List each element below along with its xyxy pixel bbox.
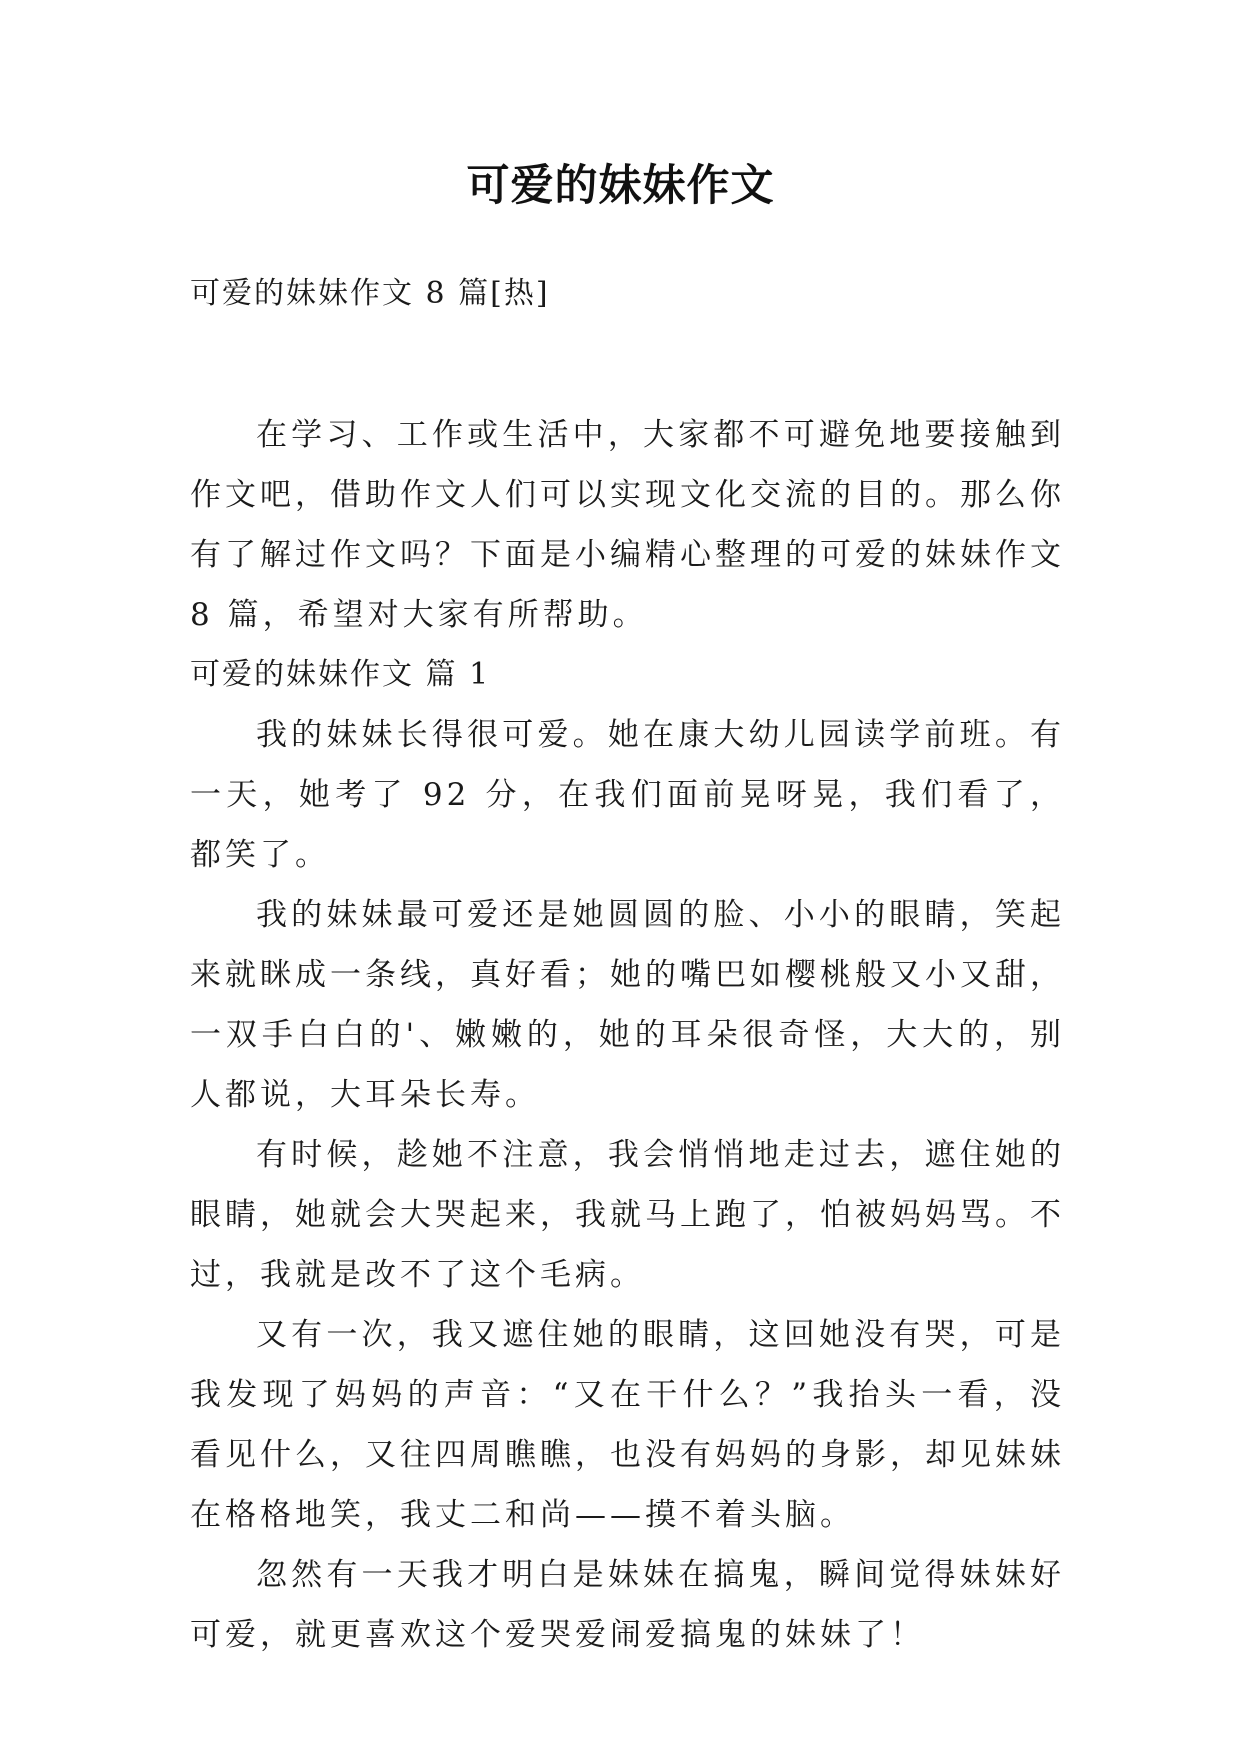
document-subtitle: 可爱的妹妹作文 8 篇[热] — [190, 276, 550, 311]
body-paragraph: 有时候，趁她不注意，我会悄悄地走过去，遮住她的眼睛，她就会大哭起来，我就马上跑了，怕被妈妈骂。不过，我就是改不了这个毛病。 — [190, 1137, 1065, 1293]
body-paragraph: 我的妹妹长得很可爱。她在康大幼儿园读学前班。有一天，她考了 92 分，在我们面前晃呀晃，我们看了，都笑了。 — [190, 717, 1065, 873]
document-body — [190, 405, 1065, 1665]
section-heading: 可爱的妹妹作文 篇 1 — [190, 657, 491, 692]
body-paragraph: 我的妹妹最可爱还是她圆圆的脸、小小的眼睛，笑起来就眯成一条线，真好看；她的嘴巴如樱桃般又小又甜，一双手白白的'、嫩嫩的，她的耳朵很奇怪，大大的，别人都说，大耳朵长寿。 — [190, 897, 1065, 1113]
body-paragraph: 忽然有一天我才明白是妹妹在搞鬼，瞬间觉得妹妹好可爱，就更喜欢这个爱哭爱闹爱搞鬼的妹妹了！ — [190, 1557, 1065, 1653]
body-paragraph: 又有一次，我又遮住她的眼睛，这回她没有哭，可是我发现了妈妈的声音：“又在干什么？”我抬头一看，没看见什么，又往四周瞧瞧，也没有妈妈的身影，却见妹妹在格格地笑，我丈二和尚——摸不着头脑。 — [190, 1317, 1065, 1533]
intro-paragraph: 在学习、工作或生活中，大家都不可避免地要接触到作文吧，借助作文人们可以实现文化交流的目的。那么你有了解过作文吗？下面是小编精心整理的可爱的妹妹作文 8 篇，希望对大家有所帮助。 — [190, 417, 1065, 633]
document-title: 可爱的妹妹作文 — [466, 161, 775, 211]
